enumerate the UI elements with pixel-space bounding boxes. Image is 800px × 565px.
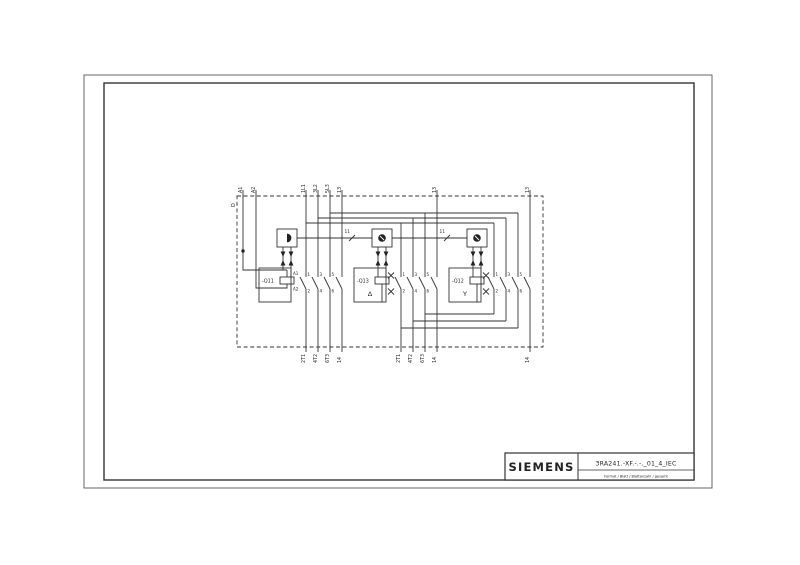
plug-connector-icon [384,260,389,266]
pole-number-top-q13-2: 5 [426,272,430,277]
pole-number-bot-q11-1: 4 [319,288,323,294]
terminal-label-top-4: 5L3 [325,184,331,193]
pole-number-top-q11-0: 1 [307,272,311,277]
pole-number-bot-q13-1: 4 [414,288,418,294]
pole-number-bot-q12-2: 6 [519,288,523,294]
contact-stroke-5 [407,277,413,289]
terminal-label-bottom-0: 2T1 [301,353,307,363]
pole-number-top-q11-1: 3 [319,272,323,277]
pole-number-top-q12-0: 1 [495,272,499,277]
plug-connector-icon [384,252,389,258]
contactor-ref-q12: -Q12 [452,279,464,285]
brand-logo-text: SIEMENS [508,460,575,474]
terminal-label-bottom-3: 14 [337,356,343,363]
terminal-label-bottom-4: 2T1 [396,353,402,363]
page-border-outer [84,75,712,488]
contact-stroke-2 [324,277,330,289]
junction-dot [241,249,244,252]
module-link-label-2: 11 [439,230,445,235]
page-border-inner [104,83,694,480]
plug-connector-icon [289,260,294,266]
pole-number-bot-q11-2: 6 [331,288,335,294]
plug-connector-icon [289,252,294,258]
contact-stroke-9 [500,277,506,289]
terminal-label-top-6: 13 [432,186,438,193]
module-link-label-1: 11 [344,230,350,235]
coil-terminal-a1-q11: A1 [293,271,299,276]
contact-stroke-6 [419,277,425,289]
control-wire-a1 [243,190,287,270]
plug-connector-icon [376,260,381,266]
circuit-diagram [231,184,543,363]
pole-number-bot-q12-1: 4 [507,288,511,294]
terminal-label-bottom-5: 4T2 [408,353,414,363]
control-wire-a2 [256,190,287,288]
coil-q11 [280,277,294,284]
frame-label: D [231,203,237,207]
plug-connector-icon [376,252,381,258]
terminal-label-top-0: A1 [238,186,244,193]
contact-stroke-7 [431,277,437,289]
plug-connector-icon [471,260,476,266]
plug-connector-icon [281,252,286,258]
coil-terminal-a2-q11: A2 [293,286,299,292]
contact-stroke-3 [336,277,342,289]
coil-q12 [470,277,484,284]
pole-number-top-q12-1: 3 [507,272,511,277]
title-block-legend: Format / Blatt / Blattanzahl / gesamt [604,474,668,479]
winding-symbol-q12: Y [463,290,467,298]
title-block [505,453,694,480]
pole-number-bot-q11-0: 2 [307,288,311,294]
plug-connector-icon [281,260,286,266]
pole-number-top-q13-0: 1 [402,272,406,277]
contact-stroke-11 [524,277,530,289]
contact-stroke-4 [395,277,401,289]
terminal-label-top-3: 3L2 [313,184,319,193]
pole-number-bot-q12-0: 2 [495,288,499,294]
pole-number-bot-q13-2: 6 [426,288,430,294]
contactor-ref-q11: -Q11 [262,279,274,285]
contact-stroke-10 [512,277,518,289]
terminal-label-bottom-8: 14 [525,356,531,363]
terminal-label-bottom-6: 6T3 [420,353,426,363]
contact-stroke-1 [312,277,318,289]
terminal-label-bottom-1: 4T2 [313,353,319,363]
contact-stroke-0 [300,277,306,289]
terminal-label-bottom-2: 6T3 [325,353,331,363]
pole-number-top-q13-1: 3 [414,272,418,277]
terminal-label-top-1: A2 [251,186,257,193]
terminal-label-bottom-7: 14 [432,356,438,363]
contact-stroke-8 [488,277,494,289]
contactor-ref-q13: -Q13 [357,279,369,285]
terminal-label-top-5: 13 [337,186,343,193]
document-number: 3RA241.-XF.-.-._01_4_IEC [595,460,677,468]
winding-symbol-q13: Δ [367,290,373,298]
pole-number-top-q11-2: 5 [331,272,335,277]
pole-number-bot-q13-0: 2 [402,288,406,294]
module-glyph-icon [287,234,291,243]
plug-connector-icon [479,252,484,258]
terminal-label-top-2: 1L1 [301,184,307,193]
plug-connector-icon [479,260,484,266]
coil-q13 [375,277,389,284]
plug-connector-icon [471,252,476,258]
coil-frame-q11 [259,268,291,302]
pole-number-top-q12-2: 5 [519,272,523,277]
terminal-label-top-7: 13 [525,186,531,193]
